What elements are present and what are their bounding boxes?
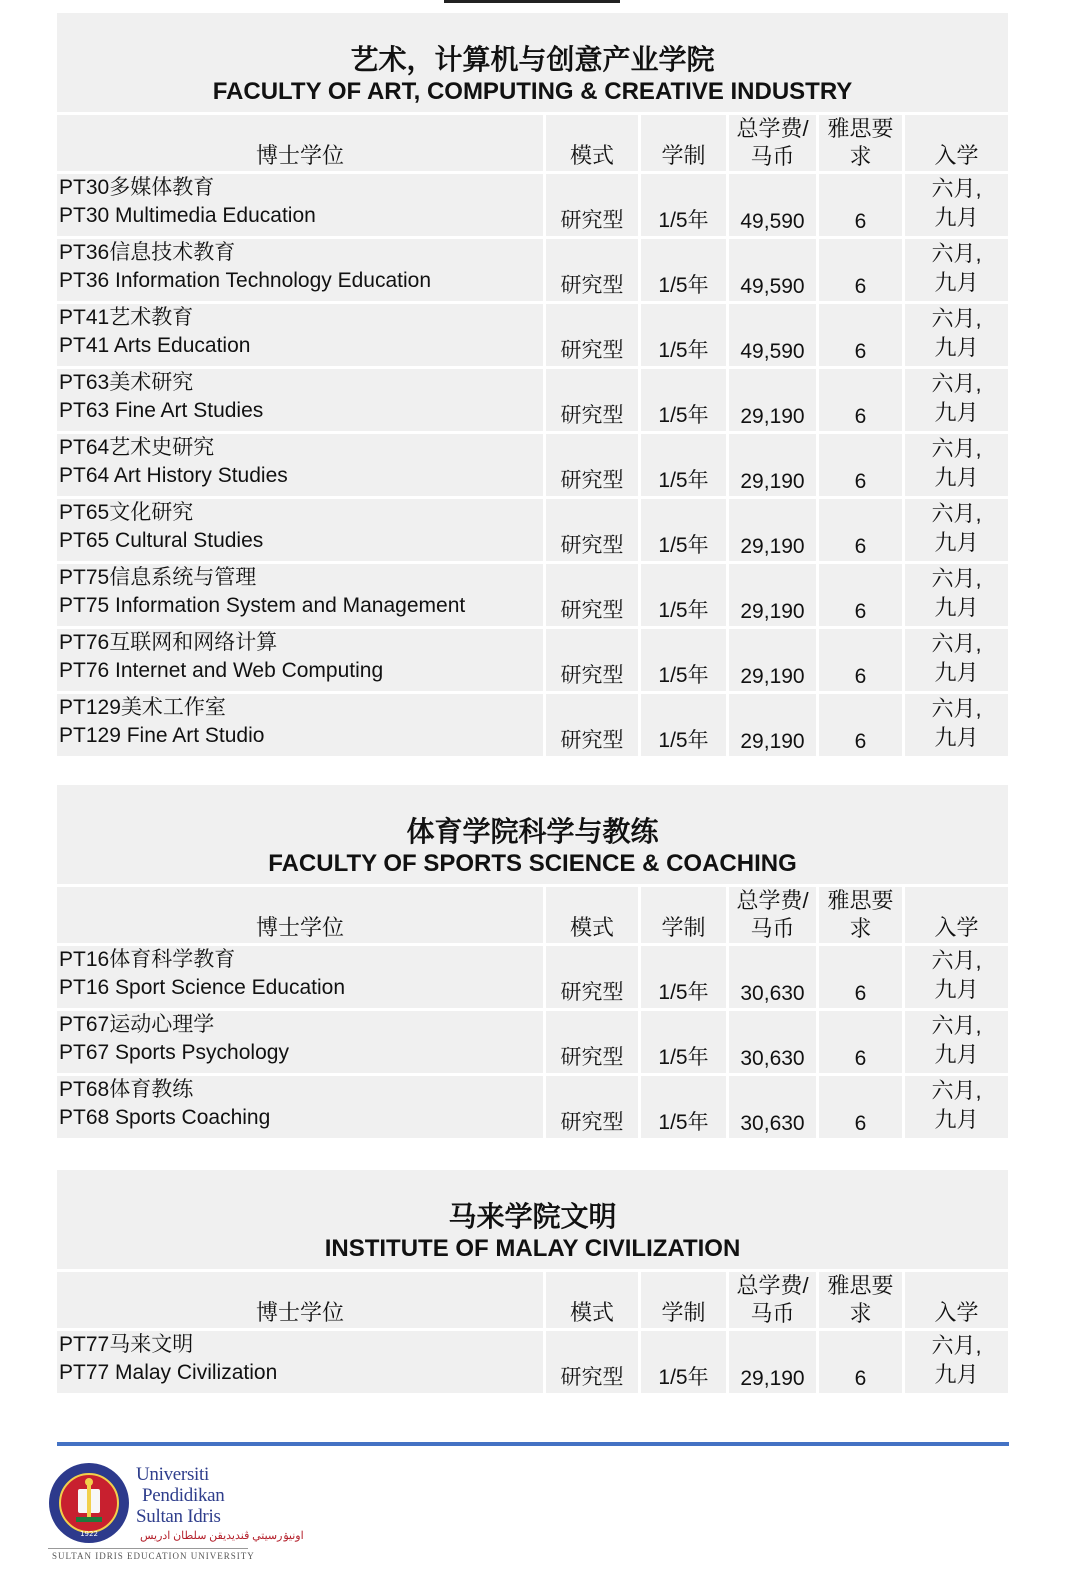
- header-ielts: [816, 115, 902, 171]
- header-fee-line1: 总学费/: [736, 888, 809, 913]
- programme-name-en: PT68 Sports Coaching: [59, 1106, 271, 1129]
- programme-fee: 29,190: [726, 564, 816, 626]
- header-duration: 学制: [638, 887, 726, 943]
- programme-name: [57, 564, 543, 626]
- header-fee: [726, 115, 816, 171]
- programme-name-en: PT75 Information System and Management: [59, 594, 466, 617]
- programme-name: [57, 694, 543, 756]
- uni-jawi: اونيۏرسيتي ڤنديديقن سلطان ادريس: [140, 1530, 304, 1542]
- programme-fee: 29,190: [726, 499, 816, 561]
- tagline-rule: [48, 1548, 248, 1549]
- programme-intake: [902, 694, 1008, 756]
- programme-name: [57, 369, 543, 431]
- programme-name-en: PT129 Fine Art Studio: [59, 724, 265, 747]
- section-title-zh: 马来学院文明: [448, 1201, 617, 1232]
- programme-ielts: 6: [816, 694, 902, 756]
- header-degree: 博士学位: [255, 1300, 344, 1325]
- table-row: [57, 431, 1008, 496]
- programme-name-en: PT77 Malay Civilization: [59, 1361, 278, 1384]
- header-mode: 模式: [543, 115, 638, 171]
- intake-line1: 六月,: [931, 436, 982, 461]
- programme-name-en: PT63 Fine Art Studies: [59, 399, 264, 422]
- programme-name-en: PT65 Cultural Studies: [59, 529, 264, 552]
- programme-ielts: 6: [816, 1011, 902, 1073]
- programme-name-en: PT30 Multimedia Education: [59, 204, 316, 227]
- uni-line-2: Pendidikan: [142, 1485, 225, 1506]
- programme-fee: 29,190: [726, 369, 816, 431]
- intake-line2: 九月: [934, 660, 979, 685]
- programme-intake: [902, 1076, 1008, 1138]
- programme-mode: 研究型: [543, 694, 638, 756]
- programme-name-zh: PT77马来文明: [59, 1333, 194, 1356]
- programme-mode: 研究型: [543, 239, 638, 301]
- intake-line2: 九月: [934, 595, 979, 620]
- header-fee: [726, 887, 816, 943]
- table-row: [57, 236, 1008, 301]
- programme-fee: 49,590: [726, 174, 816, 236]
- programme-intake: [902, 174, 1008, 236]
- programme-duration: 1/5年: [638, 1331, 726, 1393]
- table-row: [57, 1073, 1008, 1138]
- programme-name-en: PT16 Sport Science Education: [59, 976, 346, 999]
- programme-fee: 29,190: [726, 1331, 816, 1393]
- intake-line1: 六月,: [931, 1013, 982, 1038]
- header-fee-line2: 马币: [750, 1301, 795, 1326]
- programme-fee: 49,590: [726, 304, 816, 366]
- programme-intake: [902, 1011, 1008, 1073]
- programme-duration: 1/5年: [638, 1011, 726, 1073]
- table-row: [57, 171, 1008, 236]
- intake-line1: 六月,: [931, 1078, 982, 1103]
- header-fee-line1: 总学费/: [736, 1273, 809, 1298]
- programme-name: [57, 1076, 543, 1138]
- header-fee: [726, 1272, 816, 1328]
- intake-line2: 九月: [934, 1042, 979, 1067]
- section-title-zh: 体育学院科学与教练: [406, 816, 659, 847]
- programme-ielts: 6: [816, 1331, 902, 1393]
- programme-ielts: 6: [816, 629, 902, 691]
- header-ielts-line2: 求: [849, 1301, 872, 1326]
- programme-mode: 研究型: [543, 174, 638, 236]
- programme-intake: [902, 304, 1008, 366]
- intake-line1: 六月,: [931, 948, 982, 973]
- programme-mode: 研究型: [543, 369, 638, 431]
- programme-mode: 研究型: [543, 1331, 638, 1393]
- svg-text:1922: 1922: [80, 1530, 98, 1538]
- header-fee-line2: 马币: [750, 916, 795, 941]
- header-fee-line2: 马币: [750, 144, 795, 169]
- intake-line2: 九月: [934, 335, 979, 360]
- table-header: [57, 1269, 1008, 1328]
- programme-ielts: 6: [816, 304, 902, 366]
- section-title: [57, 13, 1008, 112]
- programme-duration: 1/5年: [638, 239, 726, 301]
- programme-name-zh: PT41艺术教育: [59, 306, 194, 329]
- programme-duration: 1/5年: [638, 174, 726, 236]
- programme-intake: [902, 434, 1008, 496]
- programme-ielts: 6: [816, 946, 902, 1008]
- programme-name-zh: PT65文化研究: [59, 501, 194, 524]
- table-row: [57, 1008, 1008, 1073]
- programme-fee: 30,630: [726, 1011, 816, 1073]
- programme-duration: 1/5年: [638, 1076, 726, 1138]
- section-title-en: FACULTY OF SPORTS SCIENCE & COACHING: [268, 850, 797, 877]
- header-degree: 博士学位: [255, 143, 344, 168]
- header-degree: 博士学位: [255, 915, 344, 940]
- intake-line2: 九月: [934, 725, 979, 750]
- programme-ielts: 6: [816, 434, 902, 496]
- programme-intake: [902, 239, 1008, 301]
- programme-name-zh: PT68体育教练: [59, 1078, 194, 1101]
- programme-name-en: PT76 Internet and Web Computing: [59, 659, 384, 682]
- header-mode: 模式: [543, 887, 638, 943]
- table-row: [57, 366, 1008, 431]
- programme-name: [57, 946, 543, 1008]
- programme-ielts: 6: [816, 564, 902, 626]
- intake-line1: 六月,: [931, 696, 982, 721]
- header-ielts: [816, 1272, 902, 1328]
- programme-intake: [902, 629, 1008, 691]
- programme-name-zh: PT30多媒体教育: [59, 176, 215, 199]
- intake-line1: 六月,: [931, 371, 982, 396]
- programme-name: [57, 174, 543, 236]
- top-divider: [444, 0, 620, 3]
- section-title-zh: 艺术，计算机与创意产业学院: [350, 44, 715, 75]
- university-seal-icon: [48, 1462, 130, 1544]
- programme-duration: 1/5年: [638, 629, 726, 691]
- programme-duration: 1/5年: [638, 946, 726, 1008]
- intake-line2: 九月: [934, 530, 979, 555]
- programme-duration: 1/5年: [638, 369, 726, 431]
- programme-fee: 29,190: [726, 434, 816, 496]
- intake-line2: 九月: [934, 1362, 979, 1387]
- programme-ielts: 6: [816, 499, 902, 561]
- programme-name-zh: PT67运动心理学: [59, 1013, 215, 1036]
- programme-ielts: 6: [816, 1076, 902, 1138]
- table-row: [57, 626, 1008, 691]
- header-intake: 入学: [902, 1272, 1008, 1328]
- programme-ielts: 6: [816, 369, 902, 431]
- programme-intake: [902, 499, 1008, 561]
- header-mode: 模式: [543, 1272, 638, 1328]
- programme-fee: 49,590: [726, 239, 816, 301]
- intake-line1: 六月,: [931, 501, 982, 526]
- section-title-en: INSTITUTE OF MALAY CIVILIZATION: [324, 1235, 741, 1262]
- university-wordmark: [136, 1464, 304, 1543]
- header-ielts-line2: 求: [849, 144, 872, 169]
- programme-name: [57, 1331, 543, 1393]
- programme-intake: [902, 946, 1008, 1008]
- programme-ielts: 6: [816, 239, 902, 301]
- intake-line1: 六月,: [931, 566, 982, 591]
- header-ielts-line2: 求: [849, 916, 872, 941]
- header-ielts: [816, 887, 902, 943]
- programme-intake: [902, 1331, 1008, 1393]
- programme-name: [57, 499, 543, 561]
- university-tagline: SULTAN IDRIS EDUCATION UNIVERSITY: [52, 1551, 255, 1561]
- faculty-section: [57, 1170, 1008, 1393]
- programme-name-en: PT67 Sports Psychology: [59, 1041, 289, 1064]
- section-title-en: FACULTY OF ART, COMPUTING & CREATIVE INDUSTRY: [212, 78, 853, 105]
- intake-line1: 六月,: [931, 176, 982, 201]
- table-header: [57, 884, 1008, 943]
- uni-line-1: Universiti: [136, 1464, 209, 1485]
- programme-duration: 1/5年: [638, 499, 726, 561]
- programme-mode: 研究型: [543, 434, 638, 496]
- header-fee-line1: 总学费/: [736, 116, 809, 141]
- programme-name: [57, 434, 543, 496]
- programme-duration: 1/5年: [638, 304, 726, 366]
- programme-intake: [902, 369, 1008, 431]
- table-row: [57, 561, 1008, 626]
- intake-line1: 六月,: [931, 1333, 982, 1358]
- programme-name-en: PT41 Arts Education: [59, 334, 251, 357]
- programme-fee: 30,630: [726, 946, 816, 1008]
- programme-name: [57, 239, 543, 301]
- programme-duration: 1/5年: [638, 694, 726, 756]
- programme-name: [57, 1011, 543, 1073]
- intake-line2: 九月: [934, 465, 979, 490]
- programme-fee: 30,630: [726, 1076, 816, 1138]
- programme-mode: 研究型: [543, 1011, 638, 1073]
- programme-fee: 29,190: [726, 629, 816, 691]
- programme-mode: 研究型: [543, 304, 638, 366]
- table-row: [57, 943, 1008, 1008]
- programme-mode: 研究型: [543, 1076, 638, 1138]
- intake-line2: 九月: [934, 205, 979, 230]
- programme-name-zh: PT76互联网和网络计算: [59, 631, 278, 654]
- intake-line1: 六月,: [931, 631, 982, 656]
- intake-line2: 九月: [934, 270, 979, 295]
- header-ielts-line1: 雅思要: [827, 116, 894, 141]
- footer-divider: [57, 1442, 1009, 1446]
- programme-mode: 研究型: [543, 499, 638, 561]
- header-duration: 学制: [638, 1272, 726, 1328]
- table-header: [57, 112, 1008, 171]
- uni-line-3: Sultan Idris: [136, 1506, 221, 1527]
- programme-name-en: PT64 Art History Studies: [59, 464, 288, 487]
- programme-intake: [902, 564, 1008, 626]
- intake-line1: 六月,: [931, 241, 982, 266]
- programme-name-zh: PT64艺术史研究: [59, 436, 215, 459]
- table-row: [57, 691, 1008, 756]
- programme-name: [57, 304, 543, 366]
- programme-duration: 1/5年: [638, 434, 726, 496]
- header-ielts-line1: 雅思要: [827, 888, 894, 913]
- programme-ielts: 6: [816, 174, 902, 236]
- programme-fee: 29,190: [726, 694, 816, 756]
- programme-name-zh: PT63美术研究: [59, 371, 194, 394]
- faculty-section: [57, 13, 1008, 756]
- header-intake: 入学: [902, 887, 1008, 943]
- programme-name-zh: PT36信息技术教育: [59, 241, 236, 264]
- intake-line1: 六月,: [931, 306, 982, 331]
- header-ielts-line1: 雅思要: [827, 1273, 894, 1298]
- programme-name-zh: PT129美术工作室: [59, 696, 226, 719]
- programme-mode: 研究型: [543, 564, 638, 626]
- section-title: [57, 1170, 1008, 1269]
- faculty-section: [57, 785, 1008, 1138]
- header-intake: 入学: [902, 115, 1008, 171]
- programme-name-zh: PT16体育科学教育: [59, 948, 236, 971]
- table-row: [57, 1328, 1008, 1393]
- intake-line2: 九月: [934, 1107, 979, 1132]
- programme-name-en: PT36 Information Technology Education: [59, 269, 432, 292]
- section-title: [57, 785, 1008, 884]
- table-row: [57, 301, 1008, 366]
- header-duration: 学制: [638, 115, 726, 171]
- table-row: [57, 496, 1008, 561]
- programme-name-zh: PT75信息系统与管理: [59, 566, 257, 589]
- intake-line2: 九月: [934, 977, 979, 1002]
- programme-mode: 研究型: [543, 946, 638, 1008]
- programme-name: [57, 629, 543, 691]
- programme-mode: 研究型: [543, 629, 638, 691]
- programme-duration: 1/5年: [638, 564, 726, 626]
- intake-line2: 九月: [934, 400, 979, 425]
